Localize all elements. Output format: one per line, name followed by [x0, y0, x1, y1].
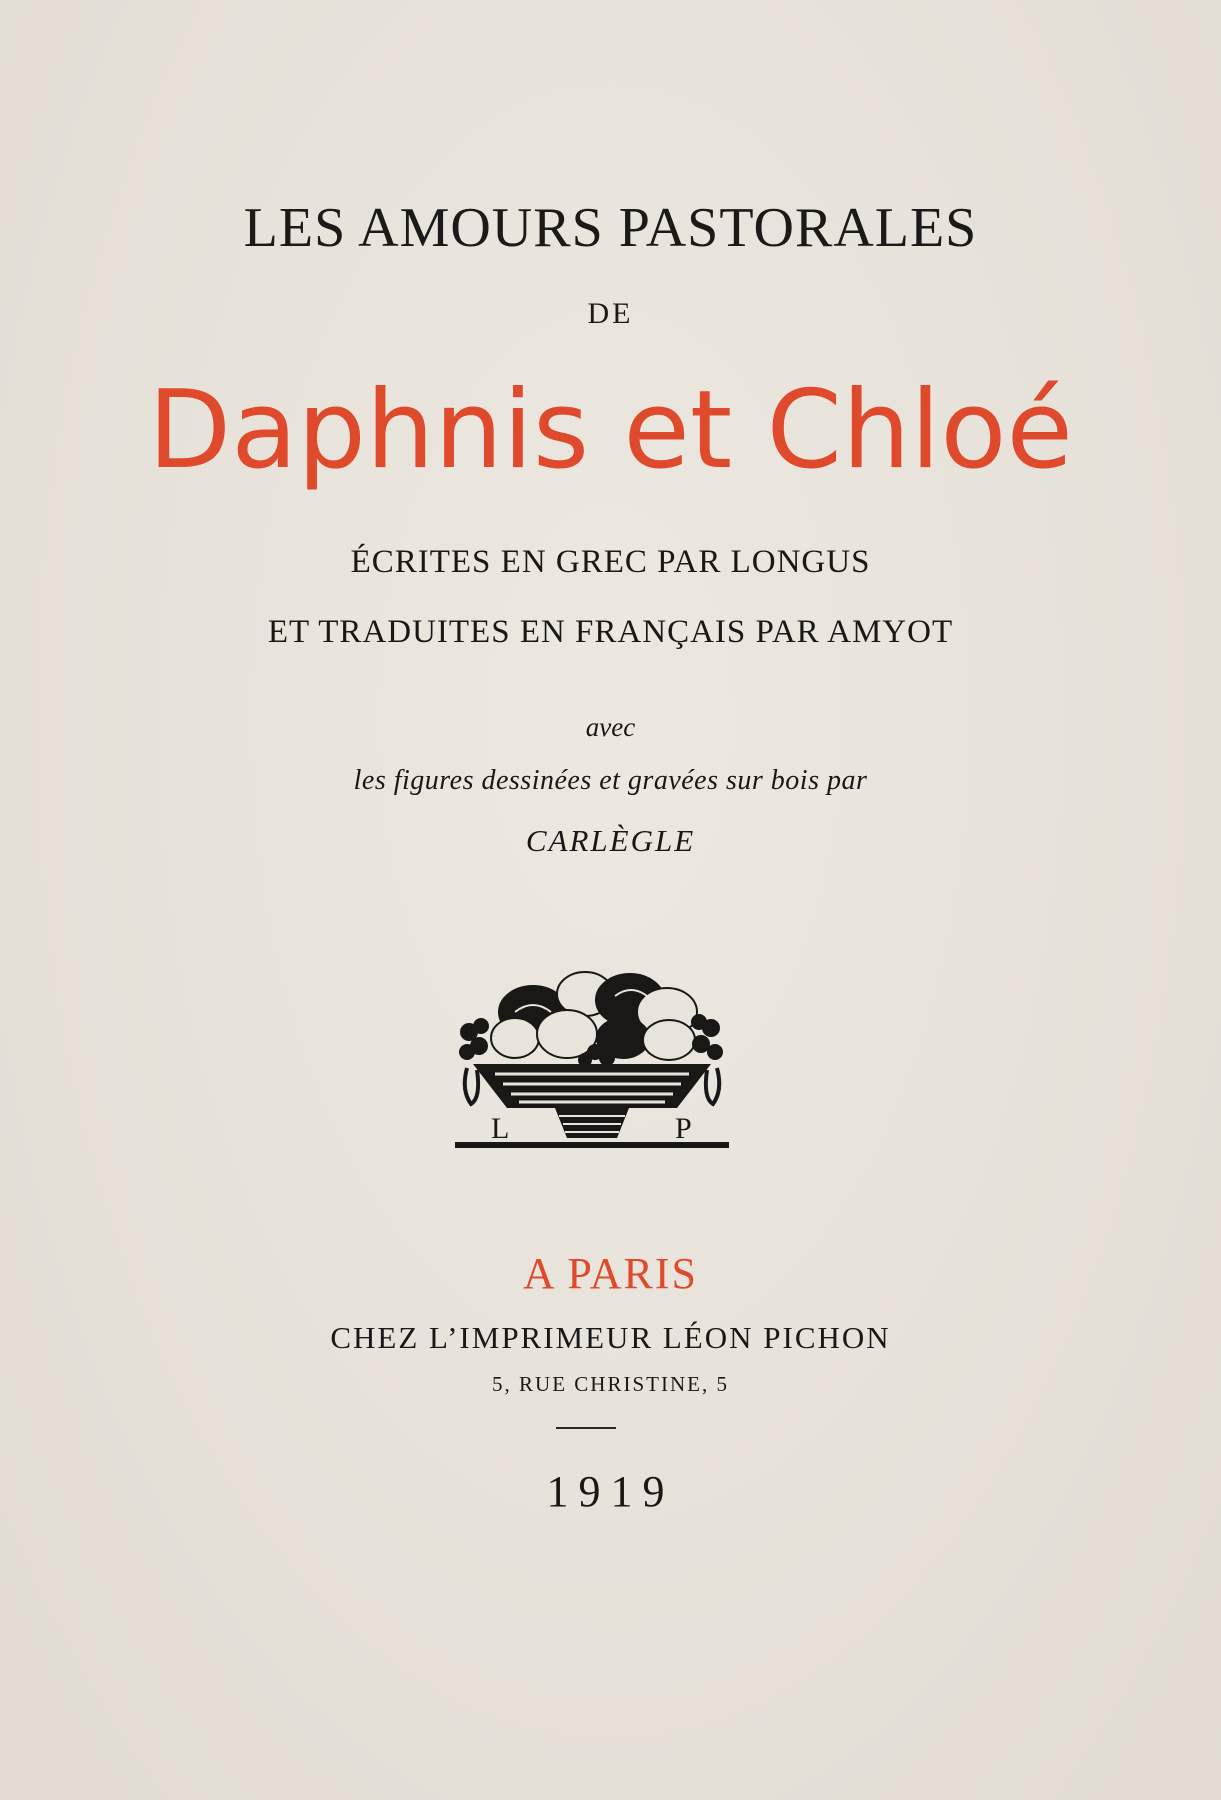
subtitle-line-2: ET TRADUITES EN FRANÇAIS PAR AMYOT: [267, 614, 954, 650]
subtitle-line-1: ÉCRITES EN GREC PAR LONGUS: [350, 544, 871, 580]
monogram-letter-p: P: [675, 1112, 692, 1145]
divider-rule: [556, 1427, 616, 1429]
title-line: LES AMOURS PASTORALES: [243, 197, 978, 259]
avec-line: avec: [585, 712, 636, 742]
de-line: DE: [587, 297, 634, 330]
monogram-letter-l: L: [491, 1112, 510, 1145]
main-title: Daphnis et Chloé: [148, 368, 1073, 493]
artist-name: CARLÈGLE: [525, 823, 696, 858]
figures-line: les figures dessinées et gravées sur bois par: [353, 765, 868, 796]
fruit-basket-vignette: [455, 960, 729, 1160]
printer-line: CHEZ L’IMPRIMEUR LÉON PICHON: [330, 1320, 891, 1355]
year-line: 1919: [546, 1467, 675, 1516]
address-line: 5, RUE CHRISTINE, 5: [492, 1372, 729, 1396]
place-line: A PARIS: [522, 1249, 699, 1298]
